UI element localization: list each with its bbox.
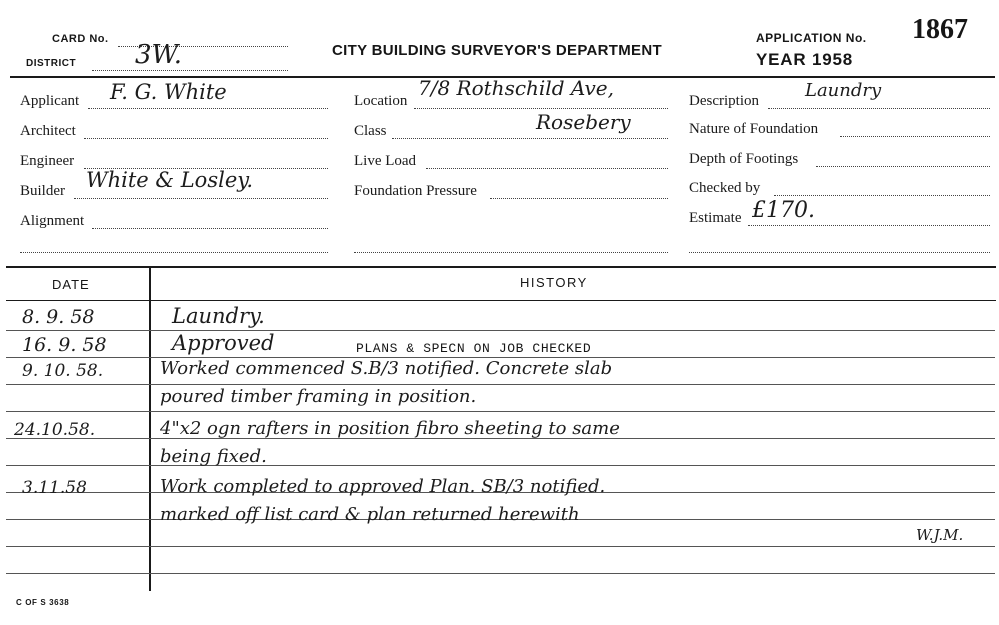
engineer-label: Engineer	[20, 153, 75, 169]
description-line	[768, 108, 990, 109]
history-column-divider	[149, 266, 151, 591]
applicant-line	[88, 108, 328, 109]
location-value: 7/8 Rothschild Ave,	[418, 76, 614, 100]
checked-by-label: Checked by	[689, 180, 761, 196]
right-line-extra	[689, 252, 990, 253]
depth-of-footings-label: Depth of Footings	[689, 151, 799, 167]
history-text: 4"x2 ogn rafters in position fibro sheeting to same	[160, 418, 620, 439]
history-date: 3.11.58	[22, 478, 87, 498]
location-label: Location	[354, 93, 408, 109]
foundation-pressure-label: Foundation Pressure	[354, 183, 477, 199]
description-label: Description	[689, 93, 759, 109]
nature-of-foundation-label: Nature of Foundation	[689, 121, 819, 137]
estimate-line	[748, 225, 990, 226]
description-value: Laundry	[805, 80, 882, 101]
checked-line	[774, 195, 990, 196]
depth-line	[816, 166, 990, 167]
initials-signature: W.J.M.	[916, 526, 964, 544]
form-code: C OF S 3638	[16, 598, 70, 607]
estimate-label: Estimate	[689, 210, 742, 226]
nature-line	[840, 136, 990, 137]
builder-line	[74, 198, 328, 199]
applicant-label: Applicant	[20, 93, 80, 109]
class-line	[392, 138, 668, 139]
live-load-line	[426, 168, 668, 169]
history-date: 9. 10. 58.	[22, 361, 104, 381]
estimate-value: £170.	[752, 198, 815, 223]
builder-value: White & Losley.	[86, 168, 253, 192]
card-no-label: CARD No.	[52, 33, 109, 45]
foundation-pressure-line	[490, 198, 668, 199]
district-value: 3W.	[135, 40, 182, 70]
history-text: Laundry.	[172, 304, 265, 328]
middle-line-extra	[354, 252, 668, 253]
history-rule-1	[6, 330, 995, 331]
applicant-value: F. G. White	[110, 80, 227, 104]
location-line	[414, 108, 668, 109]
history-text: Work completed to approved Plan. SB/3 notified.	[160, 476, 606, 497]
history-rule-3	[6, 384, 995, 385]
history-rule-4	[6, 411, 995, 412]
history-header: HISTORY	[520, 275, 588, 290]
history-top-rule	[6, 266, 996, 268]
plans-checked-stamp: PLANS & SPECN ON JOB CHECKED	[356, 341, 592, 356]
history-date: 16. 9. 58	[22, 334, 107, 356]
architect-label: Architect	[20, 123, 76, 139]
alignment-line-2	[20, 252, 328, 253]
live-load-label: Live Load	[354, 153, 417, 169]
history-date: 8. 9. 58	[22, 306, 95, 328]
year-label: YEAR 1958	[756, 50, 853, 69]
district-line	[92, 70, 288, 71]
department-title: CITY BUILDING SURVEYOR'S DEPARTMENT	[332, 42, 662, 59]
history-text: being fixed.	[160, 446, 267, 467]
history-text: Approved	[172, 331, 275, 355]
district-label: DISTRICT	[26, 58, 77, 69]
alignment-line	[92, 228, 328, 229]
class-label: Class	[354, 123, 387, 139]
builder-label: Builder	[20, 183, 65, 199]
history-text: marked off list card & plan returned herewith	[160, 504, 580, 525]
history-rule-9	[6, 546, 995, 547]
application-number: 1867	[912, 14, 968, 45]
class-value: Rosebery	[536, 110, 631, 134]
application-label: APPLICATION No.	[756, 31, 867, 45]
architect-line	[84, 138, 328, 139]
history-text: Worked commenced S.B/3 notified. Concrete slab	[160, 358, 613, 379]
alignment-label: Alignment	[20, 213, 85, 229]
history-text: poured timber framing in position.	[160, 386, 477, 407]
history-rule-10	[6, 573, 995, 574]
history-header-rule	[6, 300, 996, 301]
date-header: DATE	[52, 277, 90, 292]
history-rule-6	[6, 465, 995, 466]
history-date: 24.10.58.	[14, 420, 96, 440]
